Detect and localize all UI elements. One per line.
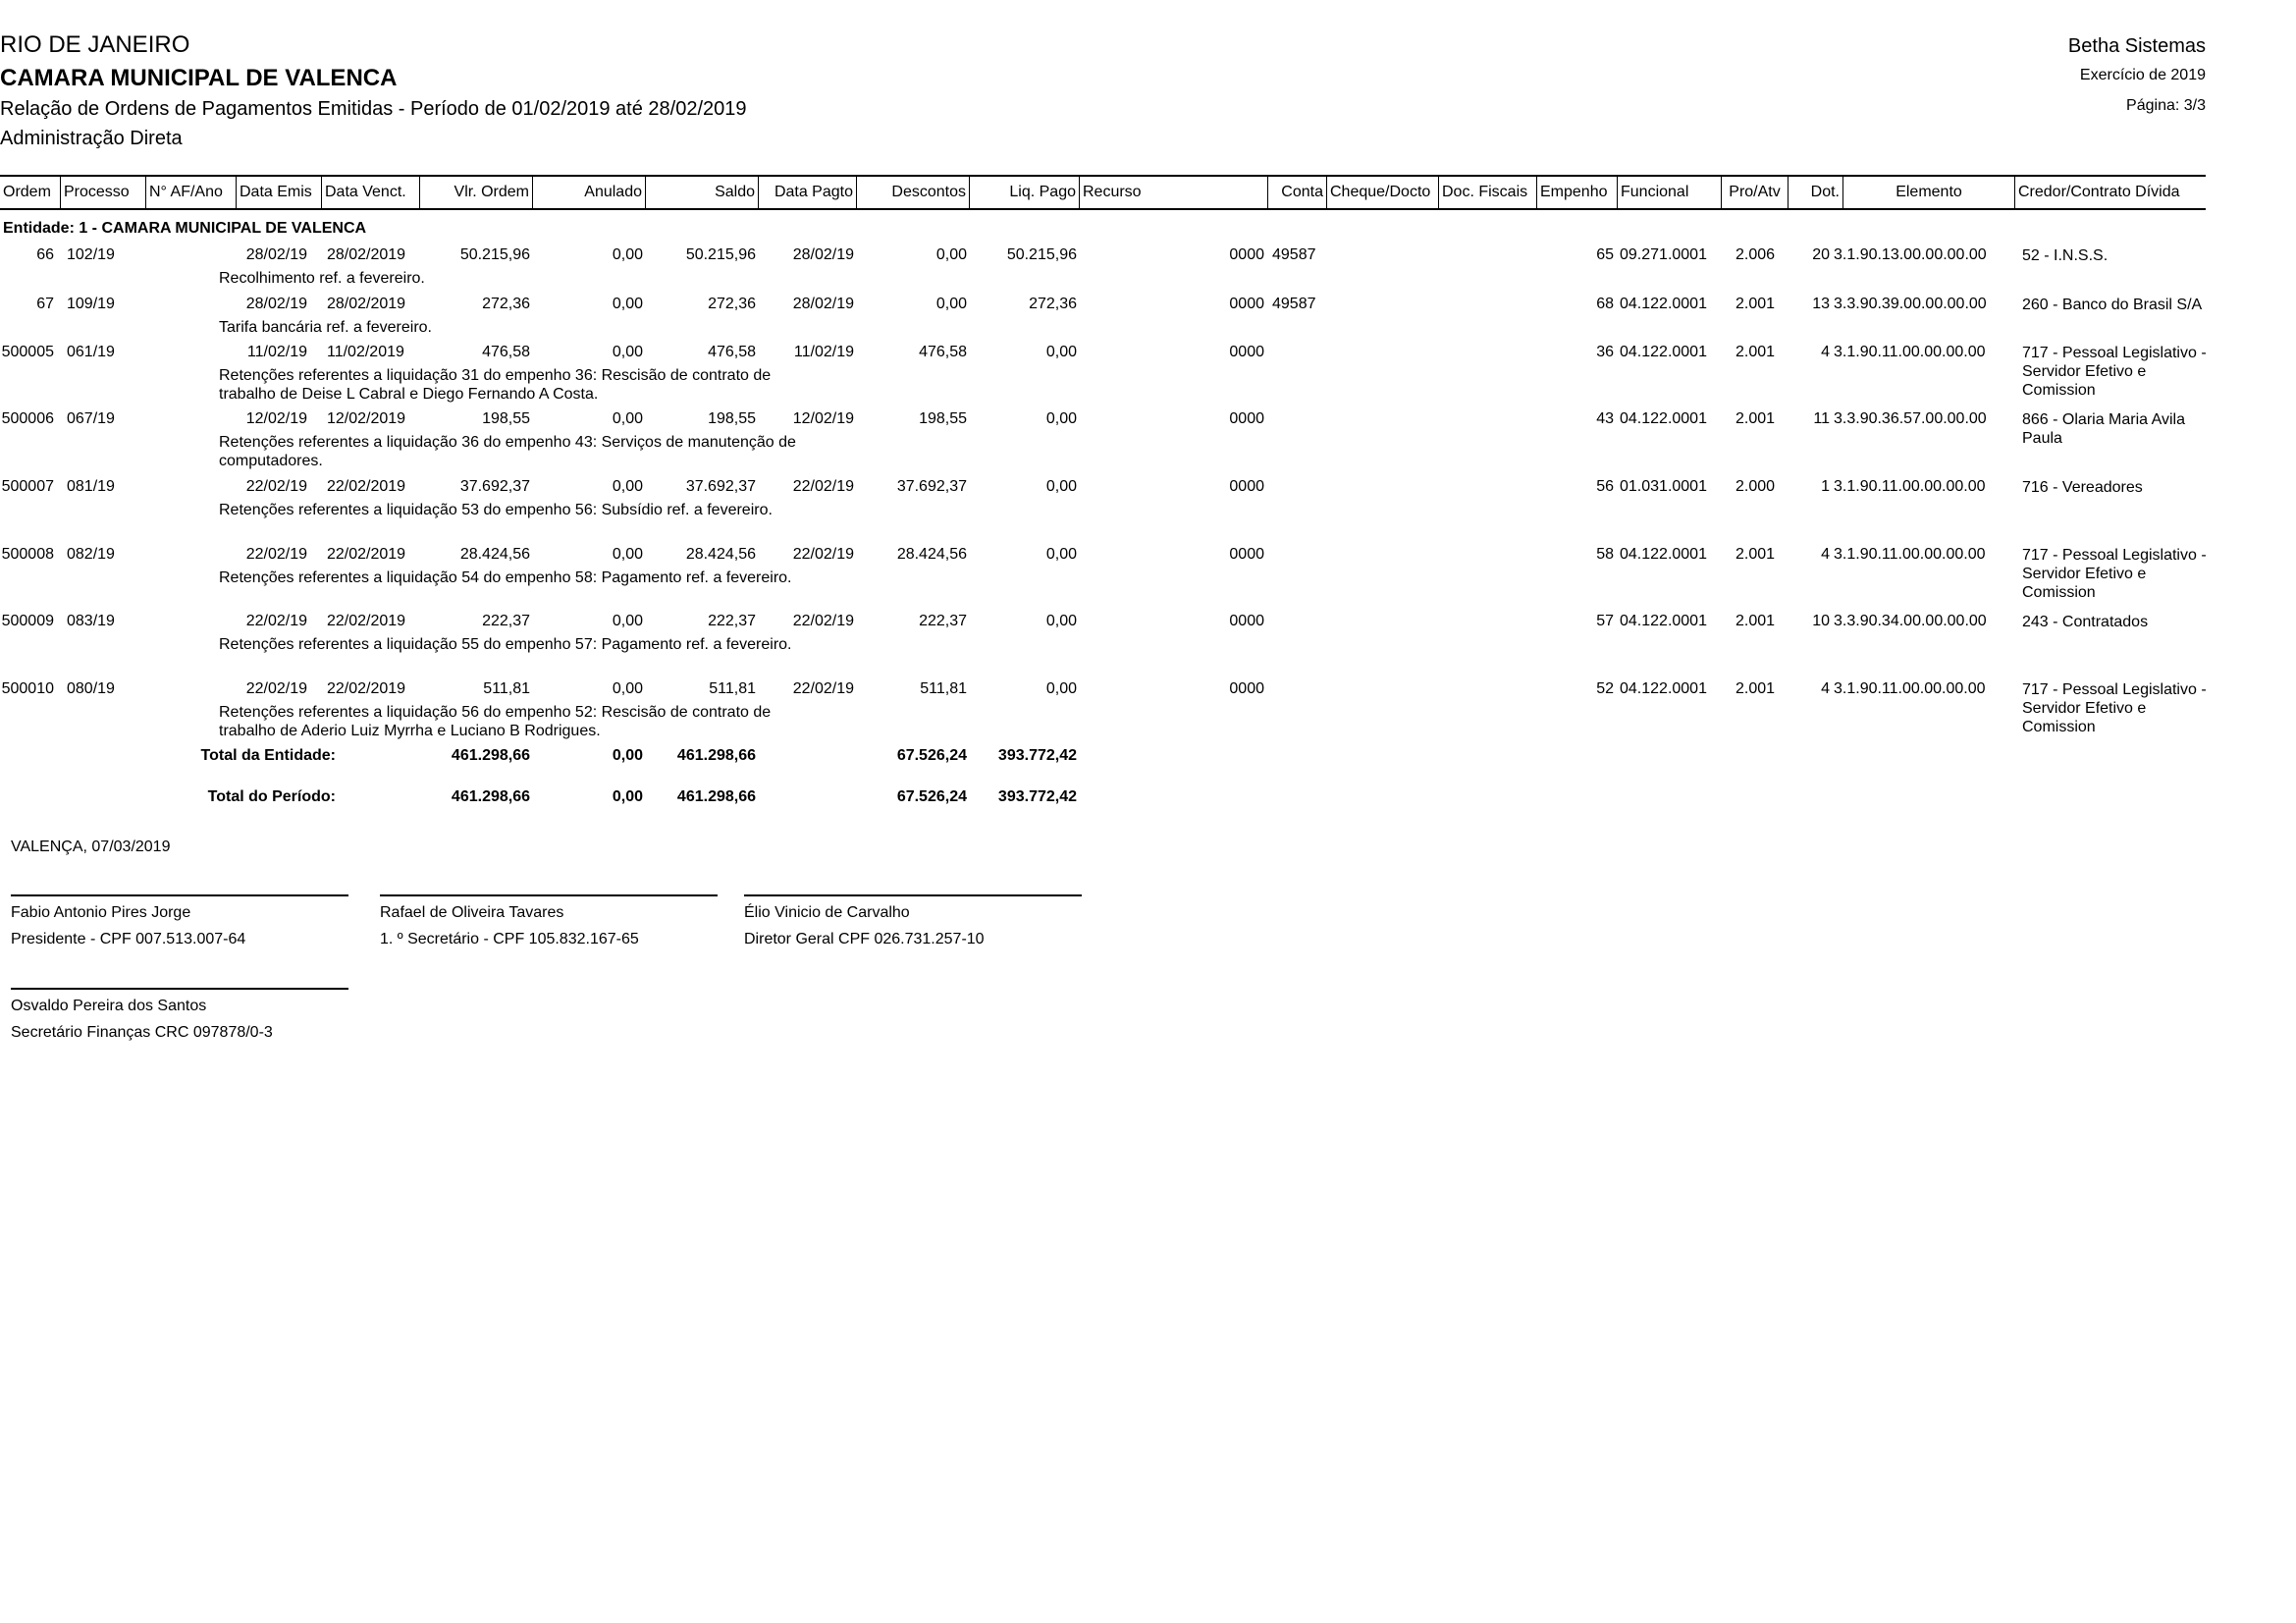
cell-recurso: 0000 (1229, 546, 1264, 563)
cell-data-venct: 22/02/2019 (327, 680, 406, 697)
cell-descontos: 511,81 (920, 680, 967, 697)
cell-vlr-ordem: 28.424,56 (459, 546, 530, 563)
cell-ordem: 500007 (1, 478, 54, 495)
total-entity-saldo: 461.298,66 (676, 747, 756, 764)
cell-dot: 20 (1812, 246, 1830, 263)
col-doc-fiscais: Doc. Fiscais (1439, 177, 1537, 208)
total-period-descontos: 67.526,24 (896, 788, 967, 805)
cell-credor: 866 - Olaria Maria Avila Paula (2022, 411, 2185, 447)
signature-line (11, 894, 348, 896)
cell-descricao: Retenções referentes a liquidação 36 do empenho 43: Serviços de manutenção de computadores. (219, 434, 796, 469)
cell-data-emis: 11/02/19 (246, 344, 307, 360)
cell-anulado: 0,00 (612, 546, 643, 563)
cell-liq-pago: 0,00 (1045, 546, 1077, 563)
cell-empenho: 52 (1596, 680, 1614, 697)
cell-data-venct: 11/02/2019 (327, 344, 404, 360)
cell-data-venct: 12/02/2019 (327, 410, 406, 427)
cell-recurso: 0000 (1229, 478, 1264, 495)
col-data-venct: Data Venct. (322, 177, 420, 208)
total-entity-descontos: 67.526,24 (896, 747, 967, 764)
col-descontos: Descontos (857, 177, 970, 208)
cell-empenho: 43 (1596, 410, 1614, 427)
cell-data-emis: 28/02/19 (245, 246, 307, 263)
cell-data-emis: 28/02/19 (245, 296, 307, 312)
cell-vlr-ordem: 198,55 (482, 410, 530, 427)
page-number: Página: 3/3 (2126, 97, 2206, 114)
cell-processo: 109/19 (67, 296, 115, 312)
cell-elemento: 3.1.90.11.00.00.00.00 (1834, 680, 1986, 697)
cell-conta: 49587 (1272, 296, 1316, 312)
signature-line (380, 894, 718, 896)
cell-descricao: Retenções referentes a liquidação 55 do empenho 57: Pagamento ref. a fevereiro. (219, 636, 792, 653)
cell-liq-pago: 0,00 (1045, 613, 1077, 629)
cell-ordem: 67 (36, 296, 54, 312)
cell-funcional: 04.122.0001 (1620, 296, 1707, 312)
col-ordem: Ordem (0, 177, 61, 208)
cell-dot: 4 (1821, 344, 1830, 360)
cell-elemento: 3.1.90.11.00.00.00.00 (1834, 344, 1986, 360)
total-period-vlr-ordem: 461.298,66 (451, 788, 530, 805)
cell-data-emis: 22/02/19 (245, 613, 307, 629)
table-header (0, 175, 2206, 210)
cell-data-pagto: 11/02/19 (793, 344, 854, 360)
cell-credor: 717 - Pessoal Legislativo - Servidor Efetivo e Comission (2022, 345, 2207, 399)
cell-pro-atv: 2.001 (1735, 410, 1776, 427)
state-title: RIO DE JANEIRO (0, 31, 190, 58)
cell-pro-atv: 2.006 (1735, 246, 1776, 263)
col-af-ano: N° AF/Ano (146, 177, 237, 208)
cell-recurso: 0000 (1229, 680, 1264, 697)
total-period-label: Total do Período: (207, 788, 336, 805)
cell-saldo: 50.215,96 (685, 246, 756, 263)
col-elemento: Elemento (1843, 177, 2015, 208)
signature-role: Secretário Finanças CRC 097878/0-3 (11, 1024, 273, 1041)
signature-role: Presidente - CPF 007.513.007-64 (11, 931, 246, 947)
cell-saldo: 511,81 (709, 680, 756, 697)
cell-ordem: 500005 (1, 344, 54, 360)
cell-recurso: 0000 (1229, 296, 1264, 312)
total-period-anulado: 0,00 (612, 788, 643, 805)
cell-anulado: 0,00 (612, 296, 643, 312)
cell-descricao: Retenções referentes a liquidação 53 do empenho 56: Subsídio ref. a fevereiro. (219, 502, 773, 518)
cell-dot: 10 (1812, 613, 1830, 629)
cell-credor: 243 - Contratados (2022, 614, 2149, 630)
col-funcional: Funcional (1618, 177, 1722, 208)
cell-data-emis: 12/02/19 (245, 410, 307, 427)
cell-processo: 061/19 (67, 344, 115, 360)
col-credor: Credor/Contrato Dívida (2018, 184, 2180, 200)
cell-credor: 52 - I.N.S.S. (2022, 247, 2109, 264)
cell-liq-pago: 0,00 (1045, 680, 1077, 697)
cell-pro-atv: 2.001 (1735, 613, 1776, 629)
cell-anulado: 0,00 (612, 478, 643, 495)
cell-descricao: Retenções referentes a liquidação 31 do empenho 36: Rescisão de contrato de trabalho de Deise L Cabral e Diego Fernando A Costa. (219, 367, 772, 403)
col-vlr-ordem: Vlr. Ordem (420, 177, 533, 208)
place-date: VALENÇA, 07/03/2019 (11, 839, 171, 855)
total-entity-anulado: 0,00 (612, 747, 643, 764)
cell-vlr-ordem: 37.692,37 (459, 478, 530, 495)
cell-data-pagto: 28/02/19 (792, 296, 854, 312)
col-anulado: Anulado (533, 177, 646, 208)
cell-processo: 067/19 (67, 410, 115, 427)
cell-descricao: Tarifa bancária ref. a fevereiro. (219, 319, 432, 336)
cell-credor: 717 - Pessoal Legislativo - Servidor Efetivo e Comission (2022, 681, 2207, 735)
total-period-liq-pago: 393.772,42 (997, 788, 1077, 805)
cell-ordem: 500010 (1, 680, 54, 697)
signature-role: 1. º Secretário - CPF 105.832.167-65 (380, 931, 639, 947)
cell-saldo: 37.692,37 (685, 478, 756, 495)
total-period-saldo: 461.298,66 (676, 788, 756, 805)
cell-saldo: 272,36 (708, 296, 756, 312)
cell-dot: 11 (1813, 410, 1830, 427)
total-entity-vlr-ordem: 461.298,66 (451, 747, 530, 764)
cell-data-venct: 22/02/2019 (327, 613, 406, 629)
cell-recurso: 0000 (1229, 410, 1264, 427)
cell-dot: 13 (1812, 296, 1830, 312)
cell-liq-pago: 50.215,96 (1006, 246, 1077, 263)
cell-funcional: 01.031.0001 (1620, 478, 1707, 495)
cell-empenho: 58 (1596, 546, 1614, 563)
cell-liq-pago: 0,00 (1045, 410, 1077, 427)
cell-descricao: Retenções referentes a liquidação 54 do empenho 58: Pagamento ref. a fevereiro. (219, 569, 792, 586)
cell-ordem: 500006 (1, 410, 54, 427)
col-data-emis: Data Emis (237, 177, 322, 208)
cell-empenho: 68 (1596, 296, 1614, 312)
cell-saldo: 476,58 (708, 344, 756, 360)
cell-dot: 4 (1821, 546, 1830, 563)
signature-role: Diretor Geral CPF 026.731.257-10 (744, 931, 985, 947)
cell-processo: 082/19 (67, 546, 115, 563)
vendor-name: Betha Sistemas (2067, 35, 2206, 57)
signature-name: Rafael de Oliveira Tavares (380, 904, 564, 921)
col-processo: Processo (61, 177, 146, 208)
cell-ordem: 500009 (1, 613, 54, 629)
cell-data-pagto: 22/02/19 (792, 546, 854, 563)
cell-data-emis: 22/02/19 (245, 478, 307, 495)
cell-vlr-ordem: 222,37 (482, 613, 530, 629)
cell-data-pagto: 28/02/19 (792, 246, 854, 263)
signature-line (11, 988, 348, 990)
cell-pro-atv: 2.000 (1735, 478, 1776, 495)
cell-funcional: 09.271.0001 (1620, 246, 1707, 263)
cell-data-pagto: 22/02/19 (792, 613, 854, 629)
cell-vlr-ordem: 476,58 (482, 344, 530, 360)
cell-data-venct: 22/02/2019 (327, 546, 406, 563)
cell-elemento: 3.1.90.11.00.00.00.00 (1834, 478, 1986, 495)
cell-processo: 102/19 (67, 246, 115, 263)
cell-funcional: 04.122.0001 (1620, 344, 1707, 360)
total-entity-label: Total da Entidade: (200, 747, 336, 764)
col-recurso: Recurso (1080, 177, 1268, 208)
cell-anulado: 0,00 (612, 613, 643, 629)
cell-data-venct: 22/02/2019 (327, 478, 406, 495)
cell-funcional: 04.122.0001 (1620, 613, 1707, 629)
cell-elemento: 3.3.90.34.00.00.00.00 (1834, 613, 1987, 629)
cell-descontos: 28.424,56 (896, 546, 967, 563)
cell-ordem: 500008 (1, 546, 54, 563)
cell-elemento: 3.3.90.39.00.00.00.00 (1834, 296, 1987, 312)
cell-data-venct: 28/02/2019 (327, 296, 406, 312)
cell-saldo: 222,37 (708, 613, 756, 629)
cell-descricao: Recolhimento ref. a fevereiro. (219, 270, 425, 287)
cell-conta: 49587 (1272, 246, 1316, 263)
cell-pro-atv: 2.001 (1735, 344, 1776, 360)
cell-dot: 4 (1821, 680, 1830, 697)
cell-anulado: 0,00 (612, 410, 643, 427)
entity-group-label: Entidade: 1 - CAMARA MUNICIPAL DE VALENCA (3, 220, 367, 237)
cell-descontos: 198,55 (919, 410, 967, 427)
cell-dot: 1 (1821, 478, 1830, 495)
cell-recurso: 0000 (1229, 613, 1264, 629)
col-dot: Dot. (1789, 177, 1843, 208)
cell-empenho: 56 (1596, 478, 1614, 495)
cell-elemento: 3.1.90.11.00.00.00.00 (1834, 546, 1986, 563)
report-title: Relação de Ordens de Pagamentos Emitidas - Período de 01/02/2019 até 28/02/2019 (0, 98, 747, 120)
col-data-pagto: Data Pagto (759, 177, 857, 208)
cell-processo: 081/19 (67, 478, 115, 495)
cell-credor: 716 - Vereadores (2022, 479, 2143, 496)
cell-recurso: 0000 (1229, 246, 1264, 263)
cell-data-pagto: 22/02/19 (792, 478, 854, 495)
total-entity-liq-pago: 393.772,42 (997, 747, 1077, 764)
cell-processo: 083/19 (67, 613, 115, 629)
cell-anulado: 0,00 (612, 680, 643, 697)
cell-funcional: 04.122.0001 (1620, 410, 1707, 427)
cell-vlr-ordem: 272,36 (482, 296, 530, 312)
cell-elemento: 3.3.90.36.57.00.00.00 (1834, 410, 1987, 427)
cell-empenho: 57 (1596, 613, 1614, 629)
cell-empenho: 36 (1596, 344, 1614, 360)
col-cheque-docto: Cheque/Docto (1327, 177, 1439, 208)
cell-data-pagto: 22/02/19 (792, 680, 854, 697)
signature-name: Osvaldo Pereira dos Santos (11, 998, 207, 1014)
signature-name: Fabio Antonio Pires Jorge (11, 904, 191, 921)
cell-elemento: 3.1.90.13.00.00.00.00 (1834, 246, 1987, 263)
cell-pro-atv: 2.001 (1735, 296, 1776, 312)
cell-data-pagto: 12/02/19 (792, 410, 854, 427)
cell-liq-pago: 0,00 (1045, 344, 1077, 360)
cell-credor: 260 - Banco do Brasil S/A (2022, 297, 2203, 313)
col-pro-atv: Pro/Atv (1722, 177, 1789, 208)
cell-descontos: 0,00 (935, 246, 967, 263)
cell-funcional: 04.122.0001 (1620, 546, 1707, 563)
cell-pro-atv: 2.001 (1735, 546, 1776, 563)
cell-descontos: 222,37 (919, 613, 967, 629)
cell-descontos: 476,58 (919, 344, 967, 360)
cell-saldo: 28.424,56 (685, 546, 756, 563)
signature-name: Élio Vinicio de Carvalho (744, 904, 910, 921)
cell-ordem: 66 (36, 246, 54, 263)
cell-data-emis: 22/02/19 (245, 546, 307, 563)
entity-title: CAMARA MUNICIPAL DE VALENCA (0, 65, 398, 91)
cell-liq-pago: 272,36 (1029, 296, 1077, 312)
col-empenho: Empenho (1537, 177, 1618, 208)
cell-anulado: 0,00 (612, 344, 643, 360)
col-liq-pago: Liq. Pago (970, 177, 1080, 208)
cell-pro-atv: 2.001 (1735, 680, 1776, 697)
col-saldo: Saldo (646, 177, 759, 208)
cell-descontos: 0,00 (935, 296, 967, 312)
signature-line (744, 894, 1082, 896)
cell-data-emis: 22/02/19 (245, 680, 307, 697)
cell-data-venct: 28/02/2019 (327, 246, 406, 263)
col-conta: Conta (1268, 177, 1327, 208)
cell-liq-pago: 0,00 (1045, 478, 1077, 495)
administration-label: Administração Direta (0, 128, 183, 149)
cell-recurso: 0000 (1229, 344, 1264, 360)
cell-vlr-ordem: 511,81 (483, 680, 530, 697)
cell-empenho: 65 (1596, 246, 1614, 263)
cell-descontos: 37.692,37 (896, 478, 967, 495)
cell-saldo: 198,55 (708, 410, 756, 427)
cell-anulado: 0,00 (612, 246, 643, 263)
cell-vlr-ordem: 50.215,96 (459, 246, 530, 263)
cell-funcional: 04.122.0001 (1620, 680, 1707, 697)
cell-credor: 717 - Pessoal Legislativo - Servidor Efetivo e Comission (2022, 547, 2207, 601)
cell-descricao: Retenções referentes a liquidação 56 do empenho 52: Rescisão de contrato de trabalho de Aderio Luiz Myrrha e Luciano B Rodrigues. (219, 704, 772, 739)
exercise-label: Exercício de 2019 (2079, 67, 2206, 83)
cell-processo: 080/19 (67, 680, 115, 697)
